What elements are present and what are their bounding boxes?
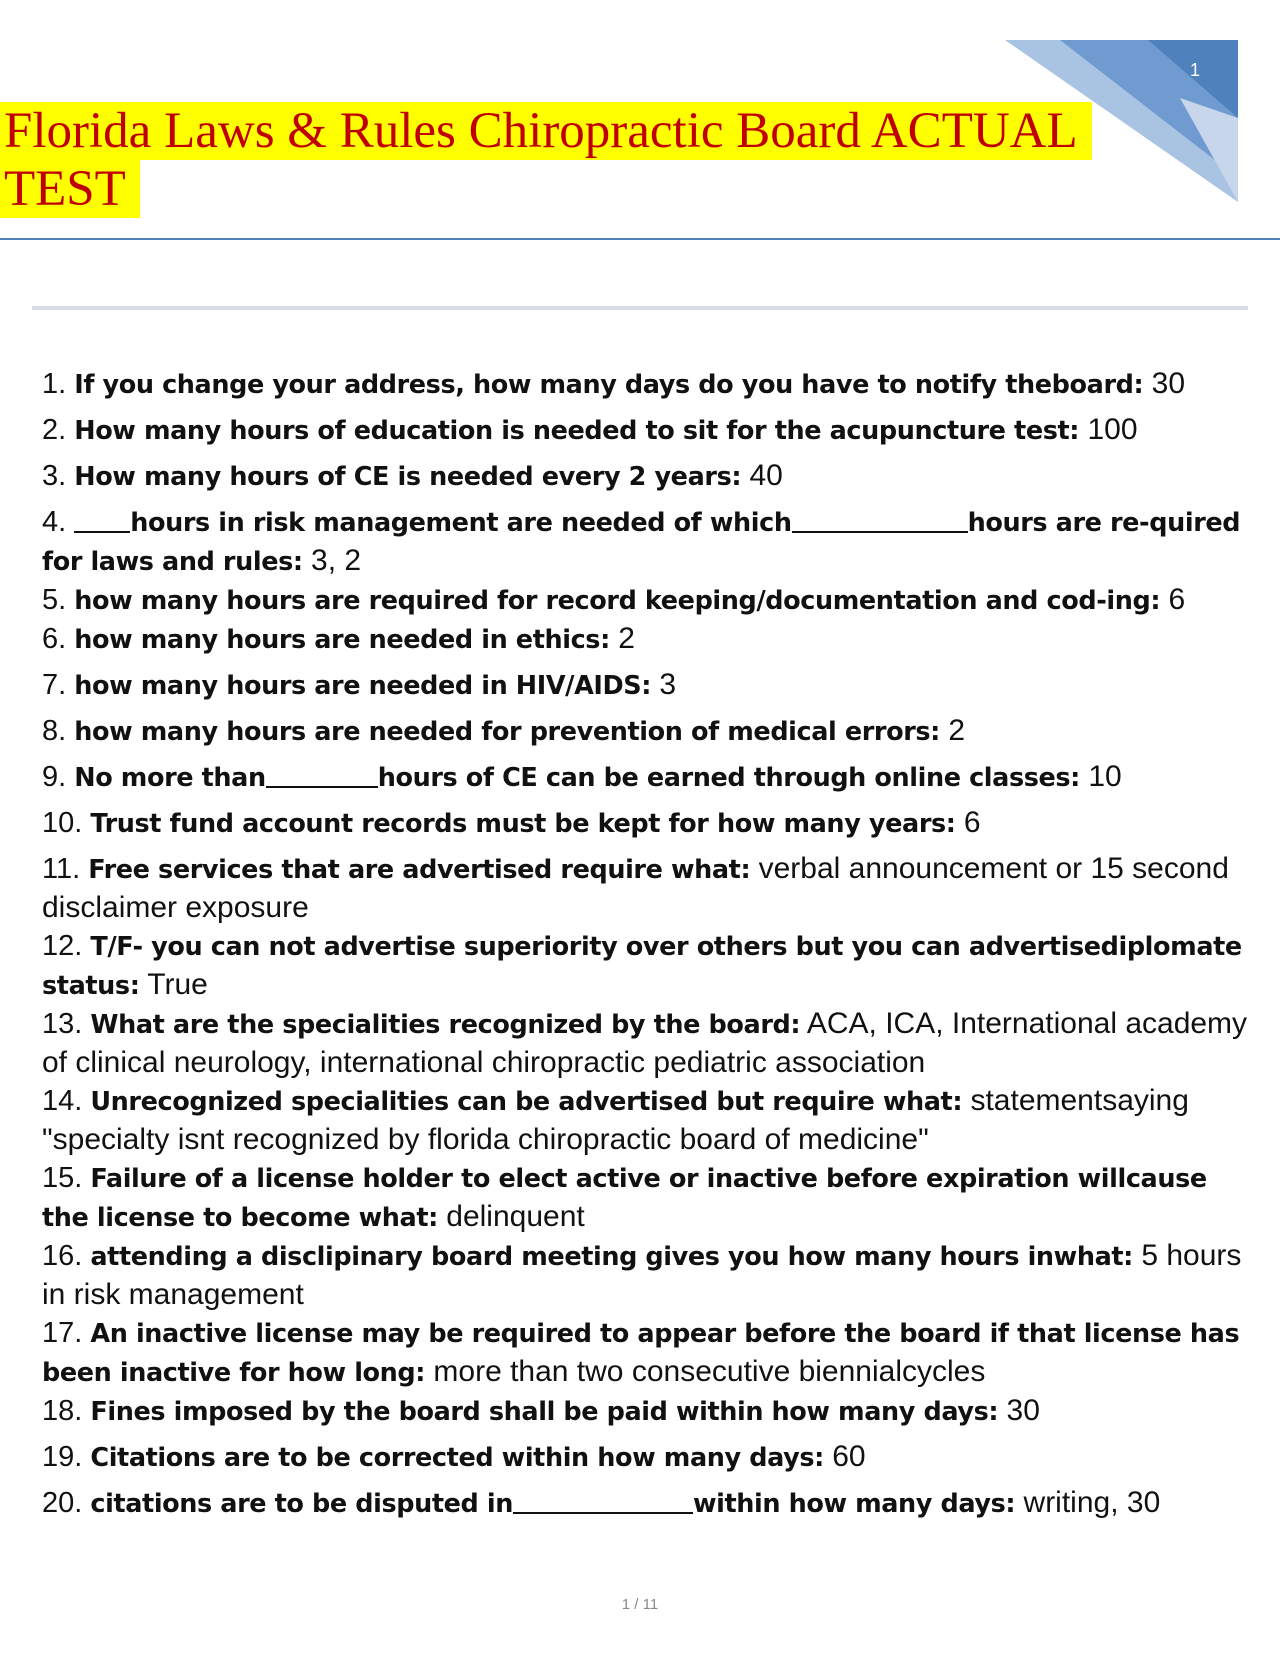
question-text: how many hours are required for record keeping/documentation and cod-ing: [74,586,1161,616]
question-text: attending a disclipinary board meeting gives you how many hours inwhat: [90,1242,1133,1272]
answer-text: 5 hours in risk management [42,1239,1242,1311]
answer-text: 6 [955,806,981,839]
question-text: how many hours are needed in HIV/AIDS: [74,671,652,701]
list-item: 13. What are the specialities recognized by the board: ACA, ICA, International academy of clinical neurology, international chiropractic pediatric association [42,1007,1248,1079]
question-text: Fines imposed by the board shall be paid within how many days: [90,1397,999,1427]
answer-text: verbal announcement or 15 second disclaimer exposure [42,852,1229,924]
fill-in-blank [74,505,130,533]
question-list [42,365,1252,1530]
list-item: 20. citations are to be disputed in within how many days: writing, 30 [42,1486,1161,1519]
question-text: No more than [74,763,266,793]
list-item: 7. how many hours are needed in HIV/AIDS: 3 [42,668,677,701]
list-item: 4. hours in risk management are needed of which hours are re-quired for laws and rules: 3, 2 [42,506,1241,577]
answer-text: 2 [939,714,966,747]
list-item: 18. Fines imposed by the board shall be paid within how many days: 30 [42,1394,1040,1427]
list-item: 8. how many hours are needed for prevention of medical errors: 2 [42,714,966,747]
question-text: Trust fund account records must be kept for how many years: [90,809,956,839]
answer-text: delinquent [437,1200,585,1233]
list-item: 5. how many hours are required for record keeping/documentation and cod-ing: 6 [42,583,1186,616]
header-page-number: 1 [1189,60,1200,80]
answer-text: 6 [1160,583,1186,616]
answer-text: more than two consecutive biennialcycles [425,1355,986,1388]
title-divider [0,238,1280,240]
list-item: 15. Failure of a license holder to elect active or inactive before expiration willcause the license to become what: delinquent [42,1162,1207,1233]
list-item: 16. attending a disclipinary board meeting gives you how many hours inwhat: 5 hours in risk management [42,1239,1242,1311]
fill-in-blank [513,1486,693,1514]
title-line-1: Florida Laws & Rules Chiropractic Board ACTUAL [0,102,1092,160]
section-divider [32,306,1248,310]
question-text: Unrecognized specialities can be advertised but require what: [90,1087,963,1117]
question-text: hours of CE can be earned through online classes: [377,763,1080,793]
question-text: within how many days: [692,1489,1016,1519]
question-text: citations are to be disputed in [90,1489,513,1519]
question-text: how many hours are needed for prevention of medical errors: [74,717,940,747]
answer-text: writing, 30 [1015,1486,1161,1519]
answer-text: 2 [609,622,635,655]
question-text: If you change your address, how many days do you have to notify theboard: [74,370,1144,400]
fill-in-blank [792,505,968,533]
answer-text: 3 [651,668,677,701]
list-item: 9. No more than hours of CE can be earned through online classes: 10 [42,760,1122,793]
question-text: Citations are to be corrected within how many days: [90,1443,824,1473]
question-text: How many hours of education is needed to sit for the acupuncture test: [74,416,1080,446]
answer-text: 10 [1079,760,1122,793]
title-line-2: TEST [0,160,140,218]
question-text: How many hours of CE is needed every 2 years: [74,462,742,492]
answer-text: 40 [741,459,783,492]
answer-text: 30 [998,1394,1040,1427]
answer-text: 60 [823,1440,866,1473]
question-text: T/F- you can not advertise superiority over others but you can advertisediplomate status: [42,932,1242,1001]
question-text: Failure of a license holder to elect active or inactive before expiration willcause the license to become what: [42,1164,1207,1233]
list-item: 3. How many hours of CE is needed every 2 years: 40 [42,459,783,492]
question-text: how many hours are needed in ethics: [74,625,610,655]
list-item: 6. how many hours are needed in ethics: 2 [42,622,635,655]
fill-in-blank [266,760,378,788]
question-text: Free services that are advertised require what: [88,855,751,885]
answer-text: True [139,968,208,1001]
answer-text: ACA, ICA, International academy of clinical neurology, international chiropractic pediatric association [42,1007,1248,1079]
answer-text: 3, 2 [302,544,362,577]
document-title [0,102,1200,218]
answer-text: 100 [1079,413,1138,446]
answer-text: statementsaying "specialty isnt recognized by florida chiropractic board of medicine" [42,1084,1189,1156]
list-item: 17. An inactive license may be required to appear before the board if that license has been inactive for how long: more than two consecutive biennialcycles [42,1317,1240,1388]
list-item: 11. Free services that are advertised require what: verbal announcement or 15 second disclaimer exposure [42,852,1229,924]
page-indicator: 1 / 11 [621,1596,659,1613]
question-text: What are the specialities recognized by the board: [90,1010,801,1040]
list-item: 1. If you change your address, how many days do you have to notify theboard: 30 [42,367,1186,400]
list-item: 10. Trust fund account records must be kept for how many years: 6 [42,806,981,839]
question-text: hours are re-quired for laws and rules: [42,508,1241,577]
list-item: 14. Unrecognized specialities can be advertised but require what: statementsaying "specialty isnt recognized by florida chiropractic board of medicine" [42,1084,1189,1156]
list-item: 12. T/F- you can not advertise superiority over others but you can advertisediplomate status: True [42,930,1242,1001]
list-item: 19. Citations are to be corrected within how many days: 60 [42,1440,866,1473]
question-text: An inactive license may be required to appear before the board if that license has been inactive for how long: [42,1319,1240,1388]
answer-text: 30 [1143,367,1186,400]
list-item: 2. How many hours of education is needed to sit for the acupuncture test: 100 [42,413,1138,446]
question-text: hours in risk management are needed of which [130,508,792,538]
